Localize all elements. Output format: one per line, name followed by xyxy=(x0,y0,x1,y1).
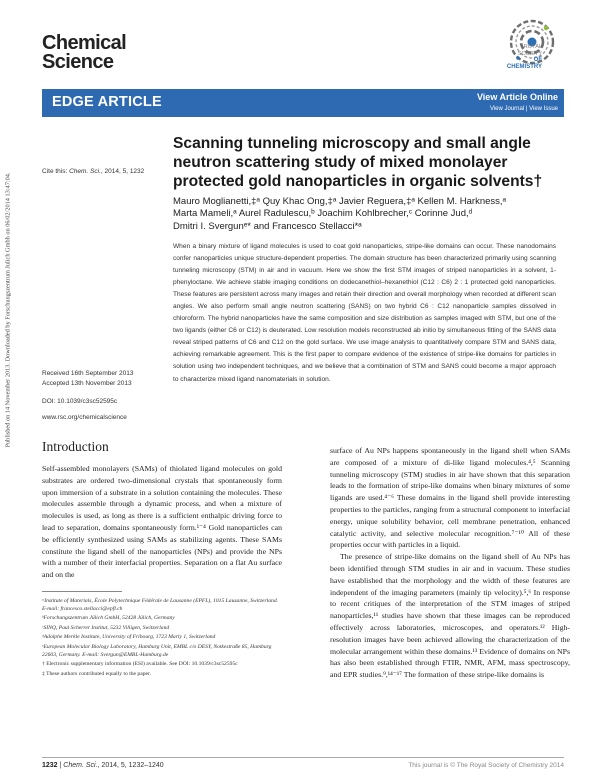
publication-dates xyxy=(42,369,133,388)
equal-contribution-footnote: ‡ These authors contributed equally to the paper. xyxy=(42,670,151,677)
article-type-banner xyxy=(42,89,564,117)
journal-website-link[interactable]: www.rsc.org/chemicalscience xyxy=(42,414,127,421)
received-date: Received 16th September 2013 xyxy=(42,370,134,377)
affiliation-footnote: ᵇForschungszentrum Jülich GmbH, 52428 Jülich, Germany xyxy=(42,615,175,622)
download-stamp xyxy=(2,120,14,500)
footer-divider xyxy=(42,757,564,758)
page-number: 1232 xyxy=(42,762,58,769)
paragraph: The presence of stripe-like domains on the ligand shell of Au NPs has been identified through STM studies in air and in vacuum. These studies have established that the morphology and the width of these features are independent of the imaging parameters (mainly tip velocity).⁵,⁶ In response to recent critiques of the interpretation of the STM images of striped nanoparticles,¹¹ studies have shown that these images can be reproduced effectively across laboratories, microscopes, and operators.¹² High-resolution images have been achieved allowing the characterization of the molecular arrangement within these domains.¹³ Evidence of domains on NPs has also been established through FTIR, NMR, AFM, mass spectroscopy, and EPR studies.⁹,¹⁴⁻¹⁷ The formation of these stripe-like domains is xyxy=(330,552,570,680)
author-list xyxy=(173,196,563,233)
view-article-online-link[interactable]: View Article Online xyxy=(476,92,558,102)
cite-journal: Chem. Sci. xyxy=(69,168,101,175)
footnote-divider xyxy=(42,591,122,592)
copyright: This journal is © The Royal Society of Chemistry 2014 xyxy=(408,762,564,769)
view-journal-link[interactable]: View Journal xyxy=(489,106,525,112)
abstract: When a binary mixture of ligand molecules is used to coat gold nanoparticles, stripe-like domains can occur. These nanodomains confer nanoparticles unique structure-dependent properties. The domain structure has been characterized primarily using scanning tunneling microscopy (STM) in air and in vacuum. Here we show the first STM images of striped nanoparticles in a solvent, 1-phenyloctane. We achieve stable imaging conditions on dodecanethiol–hexanethiol (C12 : C6) 2 : 1 protected gold nanoparticles. These features are persistent across many images and retain their direction and overall morphology when recorded at different scan angles. We also perform small angle neutron scattering (SANS) on two hybrid C6 : C12 nanoparticle samples dissolved in chloroform. The hybrid nanoparticles have the same composition and size distribution as samples imaged with STM, but one of the two ligands (either C6 or C12) is deuterated. Low resolution models reconstructed ab initio by simultaneous fitting of the SANS data reveal striped patterns of C6 and C12 on the gold surface. We use image analysis to quantitatively compare STM and SANS data, achieving remarkable agreement. This is the first paper to compare evidence of the existence of stripe-like domains for particles in solution using two independent techniques, and we believe that a combination of STM and SANS could become a major approach to characterize mixed ligand nanomaterials in solution. xyxy=(173,243,556,383)
publisher-line1: ROYAL SOCIETY xyxy=(517,44,542,57)
cite-volume: , 2014, 5, 1232 xyxy=(100,168,145,175)
publisher-line2: OF CHEMISTRY xyxy=(506,57,542,70)
publisher-logo xyxy=(474,14,564,74)
affiliation-footnote: ᶜSINQ, Paul Scherrer Institut, 5232 Villigen, Switzerland xyxy=(42,624,170,631)
footer-journal: Chem. Sci. xyxy=(63,762,98,769)
cite-label: Cite this: xyxy=(42,168,68,175)
footer-separator: | xyxy=(59,762,64,769)
link-separator: | xyxy=(525,106,530,112)
body-column-right xyxy=(330,445,570,681)
view-issue-link[interactable]: View Issue xyxy=(529,106,558,112)
accepted-date: Accepted 13th November 2013 xyxy=(42,379,132,387)
affiliations-footnotes xyxy=(42,597,282,679)
footer-volume: , 2014, 5, 1232–1240 xyxy=(97,762,164,769)
paragraph: Self-assembled monolayers (SAMs) of thiolated ligand molecules on gold substrates are ordered two-dimensional crystals that spontaneously form upon immersion of a substrate in a solution containing the molecules. These molecules assemble through a dynamic process, and when a mixture of molecules is used, as long as there is a sufficient enthalpic driving force to lead to separation, domains spontaneously form.¹⁻⁴ Gold nanoparticles can be efficiently synthesized using SAMs as stabilizing agents. These SAMs constitute the ligand shell of the nanoparticles (NPs) and provide the NPs with a number of their interfacial properties. Separation on a flat Au surface and on the xyxy=(42,464,282,580)
authors-line: Mauro Moglianetti,‡ᵃ Quy Khac Ong,‡ᵃ Javier Reguera,‡ᵃ Kellen M. Harkness,ᵃ xyxy=(173,196,507,207)
journal-name-line2: Science xyxy=(42,51,114,73)
article-type-label: EDGE ARTICLE xyxy=(52,94,162,110)
affiliation-footnote: ᵉEuropean Molecular Biology Laboratory, Hamburg Unit, EMBL c/o DESY, Notkestraße 85, Hamburg 22603, Germany. E-mail: Svergun@EMBL-Hamburg.de xyxy=(42,643,272,658)
article-title: Scanning tunneling microscopy and small angle neutron scattering study of mixed monolayer protected gold nanoparticles in organic solvents† xyxy=(173,135,543,190)
esi-footnote: † Electronic supplementary information (ESI) available. See DOI: 10.1039/c3sc52595c xyxy=(42,661,238,668)
doi: DOI: 10.1039/c3sc52595c xyxy=(42,398,118,405)
authors-line: Dmitri I. Svergunᵉ* and Francesco Stellacci*ᵃ xyxy=(173,220,362,232)
authors-line: Marta Mameli,ᵃ Aurel Radulescu,ᵇ Joachim Kohlbrecher,ᶜ Corinne Jud,ᵈ xyxy=(173,208,473,220)
affiliation-footnote: ᵃInstitute of Materials, École Polytechnique Fédérale de Lausanne (EPFL), 1015 Lausanne, Switzerland. E-mail: francesco.stellacci@epfl.ch xyxy=(42,598,279,613)
journal-name-line1: Chemical xyxy=(42,32,127,54)
page-footer xyxy=(42,762,164,769)
citation xyxy=(42,168,144,175)
body-column-left xyxy=(42,463,282,581)
section-heading: Introduction xyxy=(42,439,109,454)
journal-logo xyxy=(42,34,126,72)
paragraph: surface of Au NPs happens spontaneously in the ligand shell when SAMs are composed of a mixture of di-like ligand molecules.⁴,⁵ Scanning tunneling microscopy (STM) studies in air have shown that this separation leads to the formation of stripe-like domains when binary mixtures of some ligands are used.⁴⁻⁶ These domains in the ligand shell provide interesting properties to the particles, ranging from a structural component to interfacial energy, unique solubility behavior, cell membrane penetration, enhanced catalytic activity, and selective molecular recognition.⁷⁻¹⁰ All of these properties occur with particles in a liquid. xyxy=(330,446,570,550)
affiliation-footnote: ᵈAdolphe Merkle Institute, University of Fribourg, 1723 Marly 1, Switzerland xyxy=(42,634,216,641)
download-stamp-text: Published on 14 November 2013. Downloaded by Forschungszentrum Julich Gmbh on 06/02/2014 13:47:04. xyxy=(4,172,12,448)
